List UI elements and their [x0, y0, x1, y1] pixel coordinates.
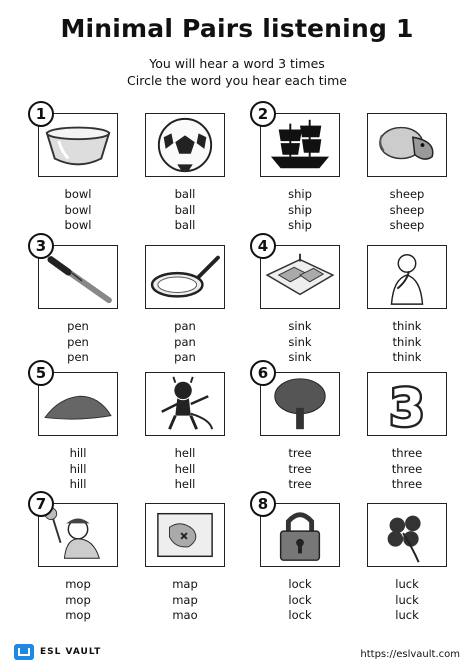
- word-option[interactable]: sink: [288, 319, 312, 333]
- page-title: Minimal Pairs listening 1: [60, 14, 414, 43]
- word-column-tree: [258, 446, 342, 493]
- pair-section-1: [30, 103, 240, 232]
- section-number: 2: [250, 101, 276, 127]
- word-column-hill: [36, 446, 120, 493]
- word-option[interactable]: pen: [67, 334, 89, 349]
- word-option[interactable]: luck: [395, 577, 419, 591]
- pair-section-8: [252, 493, 462, 622]
- pair-section-6: [252, 362, 462, 491]
- word-column-mop: [36, 577, 120, 624]
- section-number: 7: [28, 491, 54, 517]
- word-option[interactable]: ship: [288, 218, 312, 232]
- word-option[interactable]: think: [392, 334, 422, 349]
- word-option[interactable]: tree: [288, 461, 312, 476]
- word-option[interactable]: lock: [288, 577, 312, 591]
- word-option[interactable]: three: [391, 446, 423, 460]
- pair-section-3: [30, 235, 240, 364]
- word-option[interactable]: map: [172, 592, 198, 607]
- word-option[interactable]: ball: [174, 187, 196, 201]
- word-column-bowl: [36, 187, 120, 234]
- section-number: 1: [28, 101, 54, 127]
- word-option[interactable]: ball: [174, 218, 196, 232]
- word-option[interactable]: hell: [174, 477, 196, 491]
- word-column-pen: [36, 319, 120, 366]
- treasure-map-picture: [145, 503, 225, 567]
- word-option[interactable]: hill: [69, 477, 87, 491]
- word-option[interactable]: mop: [65, 608, 91, 622]
- section-number: 8: [250, 491, 276, 517]
- word-option[interactable]: ship: [288, 187, 312, 201]
- section-number: 5: [28, 360, 54, 386]
- word-option[interactable]: map: [172, 577, 198, 591]
- word-option[interactable]: lock: [288, 608, 312, 622]
- word-column-lock: [258, 577, 342, 624]
- word-option[interactable]: lock: [288, 592, 312, 607]
- pair-section-7: [30, 493, 240, 622]
- word-option[interactable]: pen: [67, 350, 89, 364]
- word-option[interactable]: tree: [288, 446, 312, 460]
- word-option[interactable]: mao: [172, 608, 198, 622]
- devil-cartoon-picture: [145, 372, 225, 436]
- word-column-sheep: [365, 187, 449, 234]
- word-option[interactable]: hill: [69, 461, 87, 476]
- word-option[interactable]: luck: [395, 608, 419, 622]
- four-leaf-clover-picture: [367, 503, 447, 567]
- word-option[interactable]: bowl: [64, 218, 92, 232]
- word-option[interactable]: pan: [174, 334, 196, 349]
- word-option[interactable]: ball: [174, 202, 196, 217]
- pair-section-4: [252, 235, 462, 364]
- word-option[interactable]: pen: [67, 319, 89, 333]
- section-number: 6: [250, 360, 276, 386]
- word-option[interactable]: pan: [174, 319, 196, 333]
- footer-logo-text: ESL VAULT: [40, 647, 102, 657]
- word-option[interactable]: think: [392, 319, 422, 333]
- esl-vault-logo-icon: [14, 644, 34, 660]
- word-option[interactable]: sheep: [389, 218, 425, 232]
- word-column-hell: [143, 446, 227, 493]
- word-option[interactable]: bowl: [64, 187, 92, 201]
- footer-url-link[interactable]: https://eslvault.com: [360, 649, 460, 660]
- word-option[interactable]: luck: [395, 592, 419, 607]
- pair-section-2: [252, 103, 462, 232]
- word-column-pan: [143, 319, 227, 366]
- instruction-line-1: You will hear a word 3 times: [149, 56, 325, 71]
- word-option[interactable]: hell: [174, 446, 196, 460]
- word-column-luck: [365, 577, 449, 624]
- word-option[interactable]: mop: [65, 577, 91, 591]
- word-option[interactable]: sheep: [389, 187, 425, 201]
- word-option[interactable]: sink: [288, 334, 312, 349]
- word-option[interactable]: mop: [65, 592, 91, 607]
- word-option[interactable]: hell: [174, 461, 196, 476]
- pair-section-5: [30, 362, 240, 491]
- instruction-line-2: Circle the word you hear each time: [127, 73, 347, 88]
- svg-text:3: 3: [389, 378, 425, 435]
- number-three-picture: [367, 372, 447, 436]
- frying-pan-picture: [145, 245, 225, 309]
- word-column-ball: [143, 187, 227, 234]
- word-option[interactable]: tree: [288, 477, 312, 491]
- word-column-map: [143, 577, 227, 624]
- sheep-head-picture: [367, 113, 447, 177]
- footer-logo: [14, 644, 101, 660]
- section-number: 3: [28, 233, 54, 259]
- word-option[interactable]: sheep: [389, 202, 425, 217]
- section-number: 4: [250, 233, 276, 259]
- word-column-three: [365, 446, 449, 493]
- word-option[interactable]: three: [391, 477, 423, 491]
- word-option[interactable]: sink: [288, 350, 312, 364]
- word-option[interactable]: pan: [174, 350, 196, 364]
- word-column-think: [365, 319, 449, 366]
- word-option[interactable]: ship: [288, 202, 312, 217]
- word-option[interactable]: think: [392, 350, 422, 364]
- word-column-sink: [258, 319, 342, 366]
- soccer-ball-picture: [145, 113, 225, 177]
- word-column-ship: [258, 187, 342, 234]
- word-option[interactable]: hill: [69, 446, 87, 460]
- thinking-person-picture: [367, 245, 447, 309]
- word-option[interactable]: bowl: [64, 202, 92, 217]
- word-option[interactable]: three: [391, 461, 423, 476]
